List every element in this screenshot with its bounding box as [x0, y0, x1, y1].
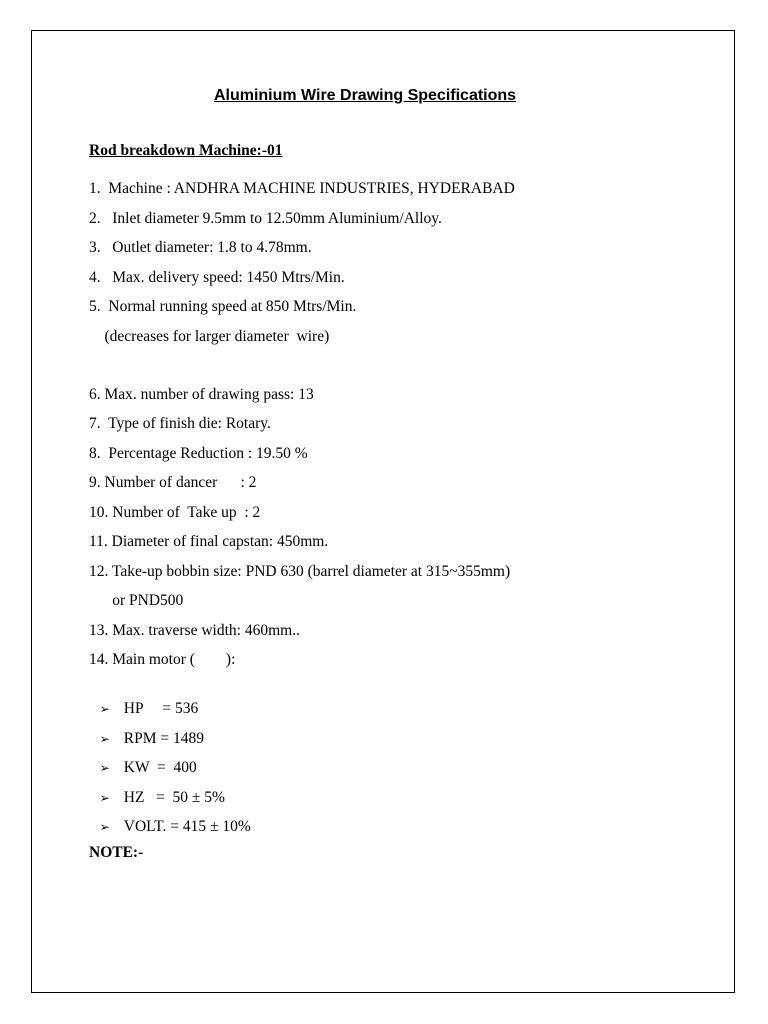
- spec-line-8: 8. Percentage Reduction : 19.50 %: [89, 445, 308, 462]
- motor-spec-text: KW = 400: [123, 759, 197, 776]
- section-heading: Rod breakdown Machine:-01: [89, 142, 283, 159]
- arrow-bullet-icon: ➢: [99, 702, 110, 716]
- motor-spec-text: HP = 536: [123, 700, 199, 717]
- spec-line-12-continued: or PND500: [89, 592, 184, 609]
- spec-line-7: 7. Type of finish die: Rotary.: [89, 415, 271, 432]
- arrow-bullet-icon: ➢: [99, 820, 110, 834]
- spec-line-1: 1. Machine : ANDHRA MACHINE INDUSTRIES, HYDERABAD: [89, 180, 515, 197]
- spec-line-10: 10. Number of Take up : 2: [89, 504, 261, 521]
- arrow-bullet-icon: ➢: [99, 732, 110, 746]
- motor-spec-volt: [92, 797, 251, 837]
- arrow-bullet-icon: ➢: [99, 761, 110, 775]
- document-title: Aluminium Wire Drawing Specifications: [213, 87, 517, 104]
- spec-line-14: 14. Main motor ( ):: [89, 651, 236, 668]
- spec-line-9: 9. Number of dancer : 2: [89, 474, 257, 491]
- spec-line-2: 2. Inlet diameter 9.5mm to 12.50mm Aluminium/Alloy.: [89, 210, 442, 227]
- spec-line-12: 12. Take-up bobbin size: PND 630 (barrel diameter at 315~355mm): [89, 563, 511, 580]
- spec-line-5-note: (decreases for larger diameter wire): [89, 328, 330, 345]
- spec-line-6: 6. Max. number of drawing pass: 13: [89, 386, 314, 403]
- spec-line-11: 11. Diameter of final capstan: 450mm.: [89, 533, 329, 550]
- motor-spec-text: RPM = 1489: [123, 730, 204, 747]
- arrow-bullet-icon: ➢: [99, 791, 110, 805]
- motor-spec-text: VOLT. = 415 ± 10%: [123, 818, 251, 835]
- note-label: NOTE:-: [89, 844, 144, 861]
- spec-line-3: 3. Outlet diameter: 1.8 to 4.78mm.: [89, 239, 312, 256]
- motor-spec-text: HZ = 50 ± 5%: [123, 789, 225, 806]
- spec-line-5: 5. Normal running speed at 850 Mtrs/Min.: [89, 298, 357, 315]
- spec-line-4: 4. Max. delivery speed: 1450 Mtrs/Min.: [89, 269, 345, 286]
- spec-line-13: 13. Max. traverse width: 460mm..: [89, 622, 300, 639]
